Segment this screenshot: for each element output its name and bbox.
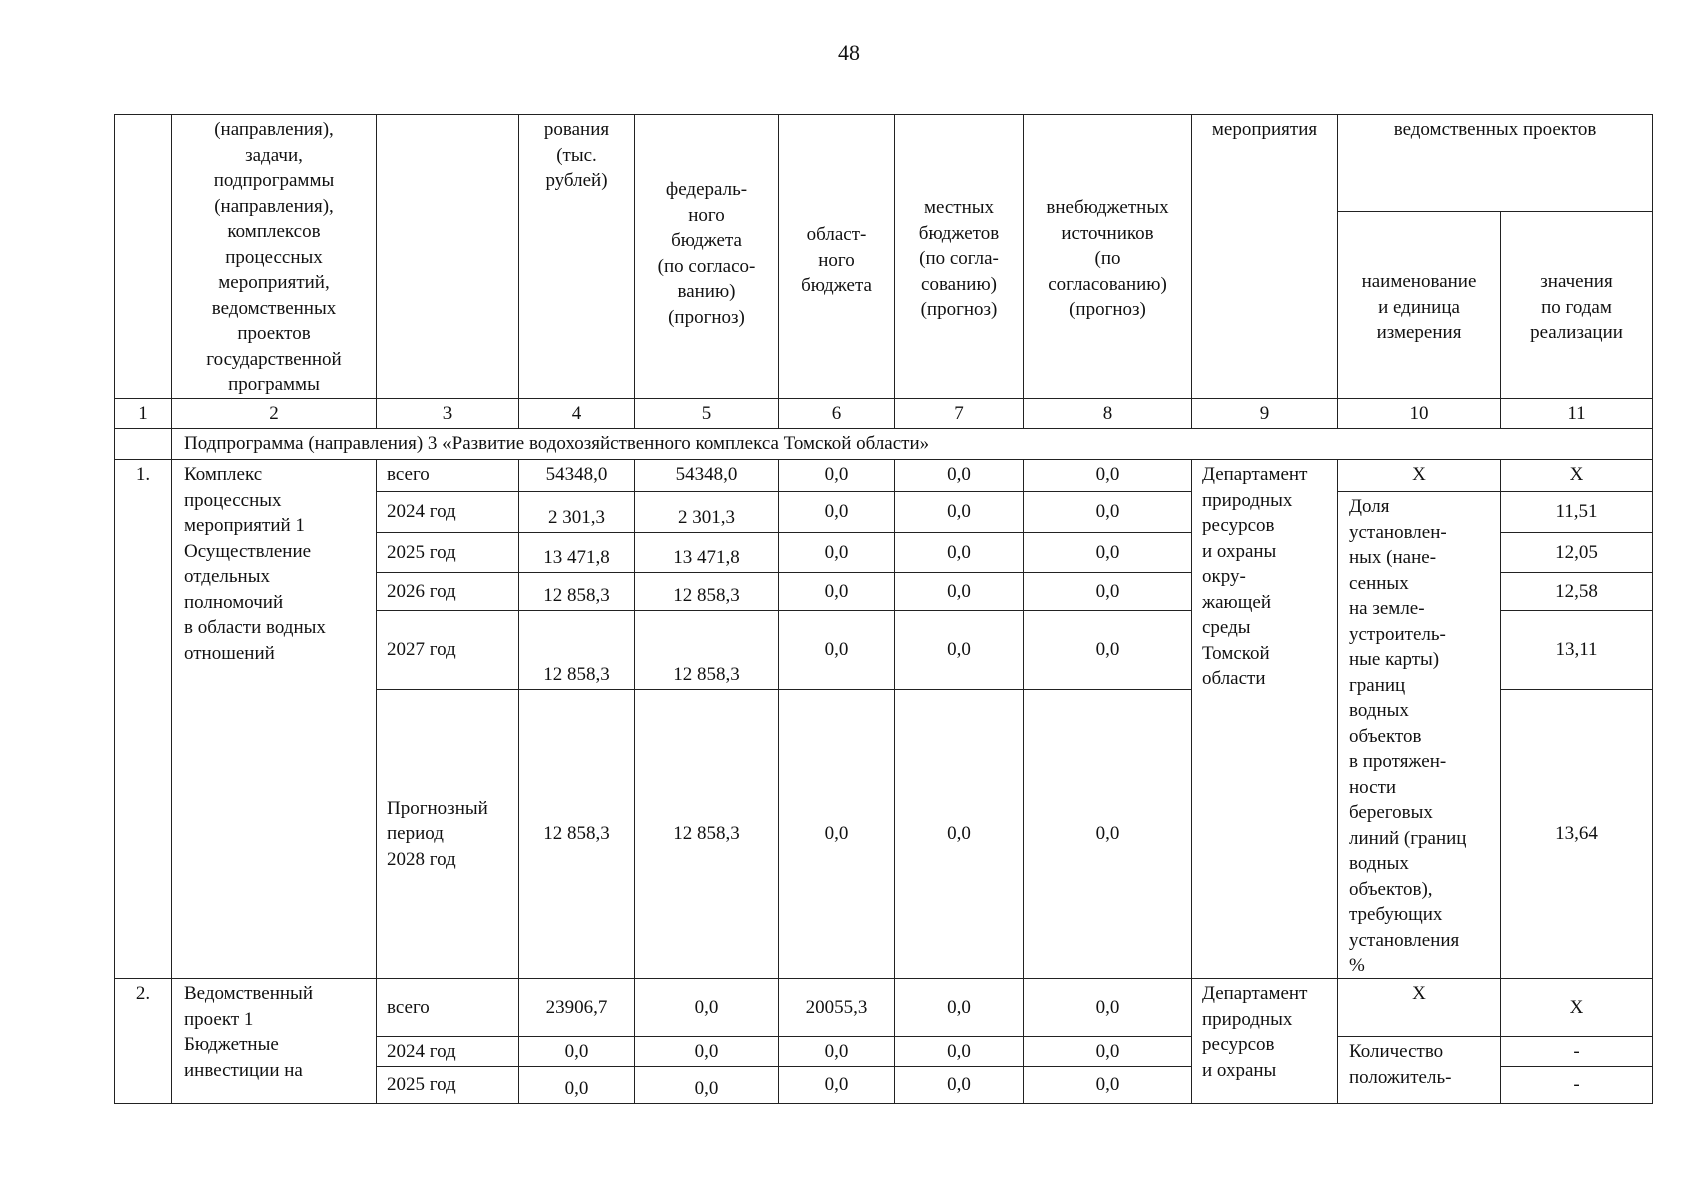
item1-period: 2026 год [376, 572, 519, 611]
item2-indicator-total: Х [1337, 978, 1501, 1037]
item1-local: 0,0 [894, 491, 1024, 533]
item1-regional: 0,0 [778, 572, 895, 611]
item1-local: 0,0 [894, 689, 1024, 979]
colnum-6: 6 [778, 398, 895, 429]
item2-local: 0,0 [894, 978, 1024, 1037]
colnum-5: 5 [634, 398, 779, 429]
header-col4: рования (тыс. рублей) [518, 114, 635, 399]
item1-indicator-total: Х [1337, 459, 1501, 492]
item1-total: 12 858,3 [518, 572, 635, 611]
item2-value-total: Х [1500, 978, 1653, 1037]
item1-period: 2027 год [376, 610, 519, 690]
item2-regional: 0,0 [778, 1066, 895, 1104]
item1-federal: 54348,0 [634, 459, 779, 492]
header-col3 [376, 114, 519, 399]
item1-local: 0,0 [894, 532, 1024, 573]
item1-extra: 0,0 [1023, 532, 1192, 573]
colnum-7: 7 [894, 398, 1024, 429]
item1-period: 2025 год [376, 532, 519, 573]
item2-federal: 0,0 [634, 1066, 779, 1104]
colnum-10: 10 [1337, 398, 1501, 429]
item1-total: 13 471,8 [518, 532, 635, 573]
item1-total: 2 301,3 [518, 491, 635, 533]
item2-period: 2024 год [376, 1036, 519, 1067]
item1-value: 11,51 [1500, 491, 1653, 533]
item2-total: 0,0 [518, 1036, 635, 1067]
item2-executor: Департамент природных ресурсов и охраны [1191, 978, 1338, 1104]
header-col2: (направления), задачи, подпрограммы (направления), комплексов процессных мероприятий, ведомственных проектов государственной программы [171, 114, 377, 399]
item1-local: 0,0 [894, 610, 1024, 690]
header-col1 [114, 114, 172, 399]
header-col6: област- ного бюджета [778, 114, 895, 399]
item1-total: 54348,0 [518, 459, 635, 492]
item2-extra: 0,0 [1023, 1066, 1192, 1104]
item1-value: 12,05 [1500, 532, 1653, 573]
item1-extra: 0,0 [1023, 572, 1192, 611]
item1-name: Комплекс процессных мероприятий 1 Осуществление отдельных полномочий в области водных отношений [171, 459, 377, 979]
item1-extra: 0,0 [1023, 491, 1192, 533]
item2-total: 23906,7 [518, 978, 635, 1037]
item1-regional: 0,0 [778, 610, 895, 690]
header-col8: внебюджетных источников (по согласованию) (прогноз) [1023, 114, 1192, 399]
item2-regional: 0,0 [778, 1036, 895, 1067]
subprogram-num-cell [114, 428, 172, 460]
item1-indicator-name: Доля установлен- ных (нане- сенных на земле- устроитель- ные карты) границ водных объектов в протяжен- ности береговых линий (границ водных объектов), требующих установления % [1337, 491, 1501, 979]
item1-local: 0,0 [894, 572, 1024, 611]
item2-extra: 0,0 [1023, 978, 1192, 1037]
header-col9: мероприятия [1191, 114, 1338, 399]
item2-local: 0,0 [894, 1066, 1024, 1104]
colnum-2: 2 [171, 398, 377, 429]
item2-local: 0,0 [894, 1036, 1024, 1067]
item2-federal: 0,0 [634, 978, 779, 1037]
item1-period: Прогнозный период 2028 год [376, 689, 519, 979]
item1-regional: 0,0 [778, 532, 895, 573]
item1-executor: Департамент природных ресурсов и охраны окру- жающей среды Томской области [1191, 459, 1338, 979]
page-number: 48 [838, 40, 860, 65]
header-col11: значения по годам реализации [1500, 211, 1653, 399]
item1-regional: 0,0 [778, 689, 895, 979]
colnum-4: 4 [518, 398, 635, 429]
item1-period: 2024 год [376, 491, 519, 533]
item1-total: 12 858,3 [518, 689, 635, 979]
item1-extra: 0,0 [1023, 610, 1192, 690]
item1-period: всего [376, 459, 519, 492]
item2-extra: 0,0 [1023, 1036, 1192, 1067]
colnum-11: 11 [1500, 398, 1653, 429]
item1-total: 12 858,3 [518, 610, 635, 690]
item1-federal: 12 858,3 [634, 610, 779, 690]
item1-federal: 12 858,3 [634, 572, 779, 611]
item2-total: 0,0 [518, 1066, 635, 1104]
item1-federal: 13 471,8 [634, 532, 779, 573]
item2-value: - [1500, 1036, 1653, 1067]
item2-indicator-name: Количество положитель- [1337, 1036, 1501, 1104]
item1-value: 12,58 [1500, 572, 1653, 611]
subprogram-title: Подпрограмма (направления) 3 «Развитие водохозяйственного комплекса Томской области» [171, 428, 1653, 460]
item1-extra: 0,0 [1023, 459, 1192, 492]
item2-name: Ведомственный проект 1 Бюджетные инвестиции на [171, 978, 377, 1104]
header-col7: местных бюджетов (по согла- сованию) (прогноз) [894, 114, 1024, 399]
item2-federal: 0,0 [634, 1036, 779, 1067]
item2-regional: 20055,3 [778, 978, 895, 1037]
item1-value: 13,11 [1500, 610, 1653, 690]
item2-period: всего [376, 978, 519, 1037]
item1-regional: 0,0 [778, 491, 895, 533]
colnum-1: 1 [114, 398, 172, 429]
item2-number: 2. [114, 978, 172, 1104]
item1-value-total: Х [1500, 459, 1653, 492]
item1-local: 0,0 [894, 459, 1024, 492]
colnum-8: 8 [1023, 398, 1192, 429]
item2-period: 2025 год [376, 1066, 519, 1104]
budget-table [114, 114, 1653, 1104]
item1-federal: 2 301,3 [634, 491, 779, 533]
header-col5: федераль- ного бюджета (по согласо- ванию) (прогноз) [634, 114, 779, 399]
item1-regional: 0,0 [778, 459, 895, 492]
item1-federal: 12 858,3 [634, 689, 779, 979]
header-col10: наименование и единица измерения [1337, 211, 1501, 399]
item1-value: 13,64 [1500, 689, 1653, 979]
colnum-9: 9 [1191, 398, 1338, 429]
header-col10-11: ведомственных проектов [1337, 114, 1653, 212]
colnum-3: 3 [376, 398, 519, 429]
item2-value: - [1500, 1066, 1653, 1104]
item1-number: 1. [114, 459, 172, 979]
item1-extra: 0,0 [1023, 689, 1192, 979]
